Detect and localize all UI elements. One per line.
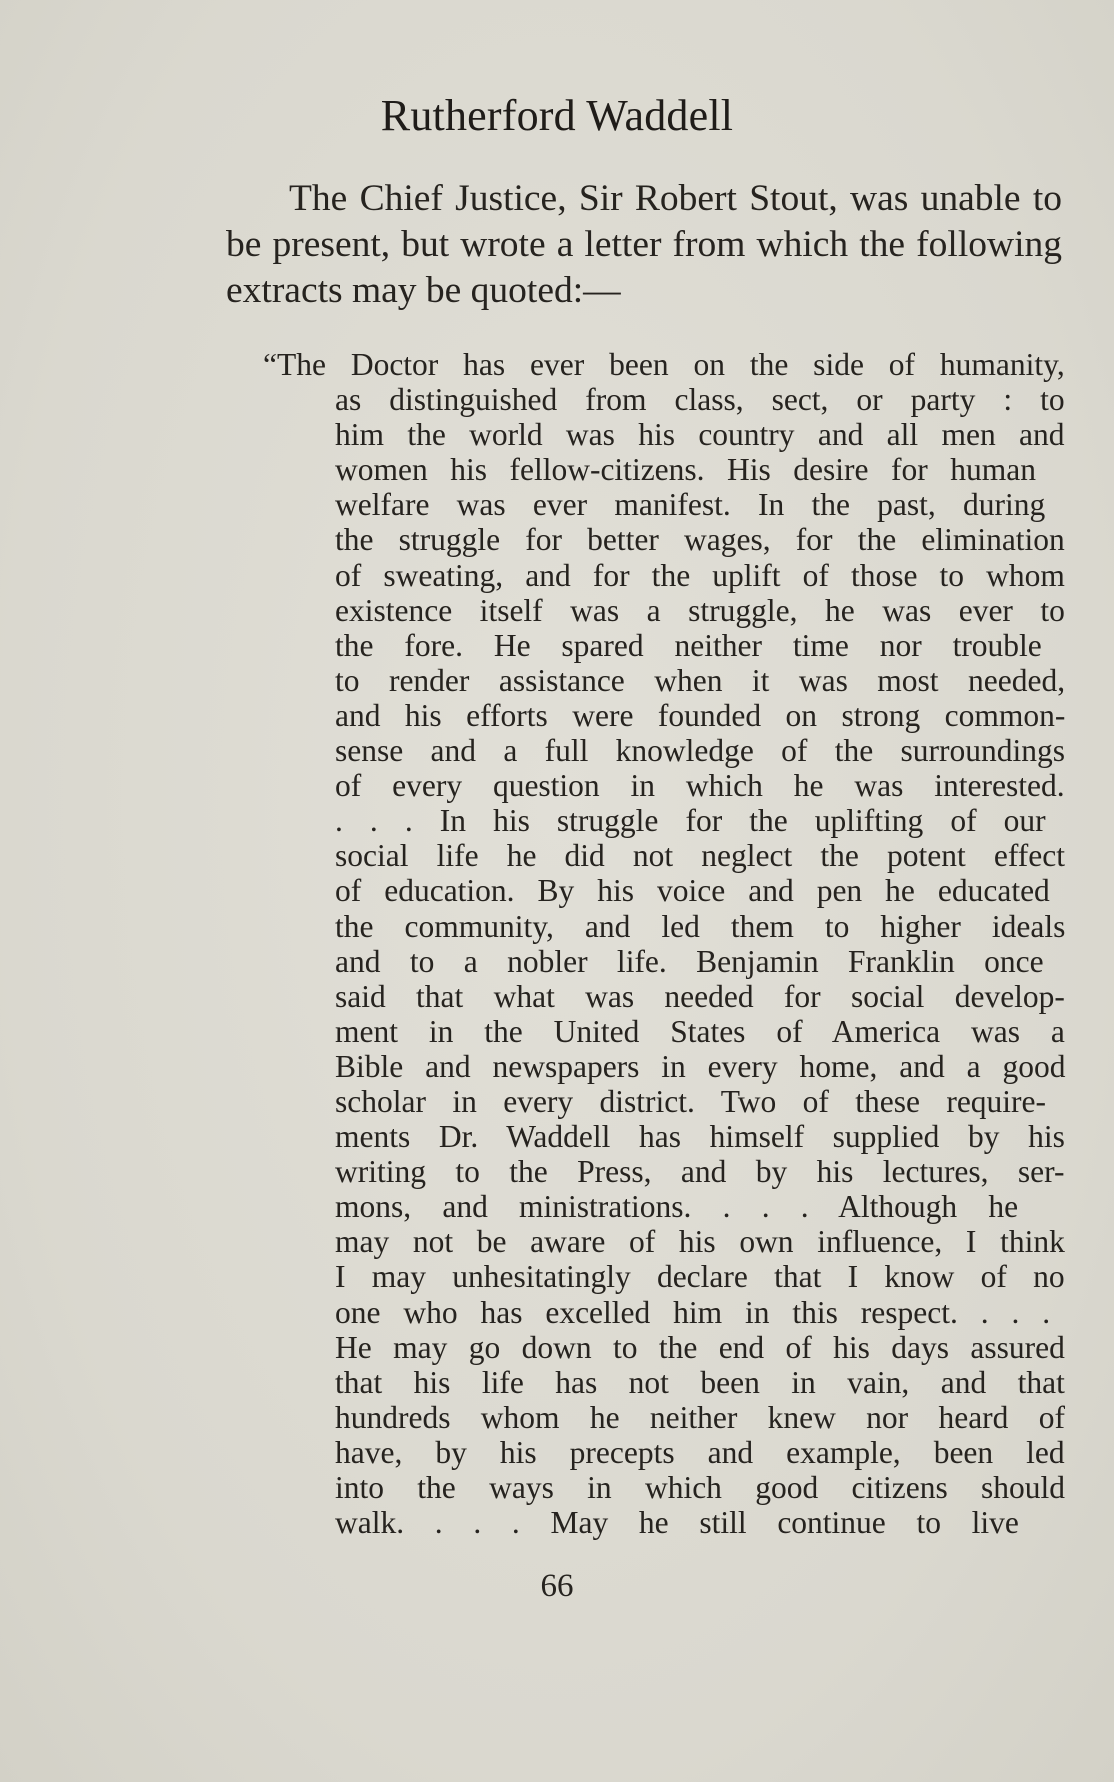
quote-line: have, by his precepts and example, been led [335,1434,1065,1470]
quote-line: He may go down to the end of his days assured [335,1329,1065,1365]
intro-paragraph: The Chief Justice, Sir Robert Stout, was unable to be present, but wrote a letter from which the following extracts may be quoted:— [226,178,1062,311]
quote-line: the community, and led them to higher ideals [335,908,1066,944]
quote-line: hundreds whom he neither knew nor heard of [335,1399,1065,1435]
quote-line: as distinguished from class, sect, or party : to [335,382,1065,418]
quote-line: him the world was his country and all men and [335,417,1065,453]
page-number: 66 [540,1568,574,1604]
quote-line: . . . In his struggle for the uplifting of our [335,803,1046,839]
quote-line: scholar in every district. Two of these require- [335,1083,1047,1119]
quote-line: Bible and newspapers in every home, and a good [335,1048,1066,1084]
quote-line: and his efforts were founded on strong common- [335,697,1066,733]
quote-line: of every question in which he was interested. [335,768,1065,804]
quote-line: ment in the United States of America was a [335,1013,1065,1049]
quote-line: welfare was ever manifest. In the past, during [335,487,1046,523]
quote-line: to render assistance when it was most needed, [335,662,1066,698]
running-head: Rutherford Waddell [380,91,734,140]
quote-line: ments Dr. Waddell has himself supplied by his [335,1119,1065,1155]
quote-line: may not be aware of his own influence, I think [335,1224,1065,1260]
quote-line: “The Doctor has ever been on the side of humanity, [263,347,1065,382]
quote-line: one who has excelled him in this respect. . . . [335,1294,1051,1330]
quote-line: mons, and ministrations. . . . Although he [335,1189,1019,1225]
quote-line: writing to the Press, and by his lectures, ser- [335,1154,1065,1190]
quote-line: of sweating, and for the uplift of those to whom [335,557,1065,593]
quote-line: existence itself was a struggle, he was ever to [335,592,1065,628]
quote-line: and to a nobler life. Benjamin Franklin once [335,943,1044,979]
quote-line: sense and a full knowledge of the surroundings [335,733,1065,769]
quote-line: the fore. He spared neither time nor trouble [335,627,1042,663]
quote-line: social life he did not neglect the potent effect [335,838,1065,874]
quote-line: said that what was needed for social develop- [335,978,1065,1014]
quote-line: the struggle for better wages, for the elimination [335,522,1065,558]
letter-quote [263,347,1066,1541]
quote-line: women his fellow-citizens. His desire for human [335,452,1036,488]
quote-line: of education. By his voice and pen he educated [335,873,1050,909]
quote-line: walk. . . . May he still continue to live [335,1505,1019,1541]
quote-line: into the ways in which good citizens should [335,1470,1066,1505]
quote-line: I may unhesitatingly declare that I know of no [335,1259,1065,1295]
quote-line: that his life has not been in vain, and that [335,1364,1065,1400]
